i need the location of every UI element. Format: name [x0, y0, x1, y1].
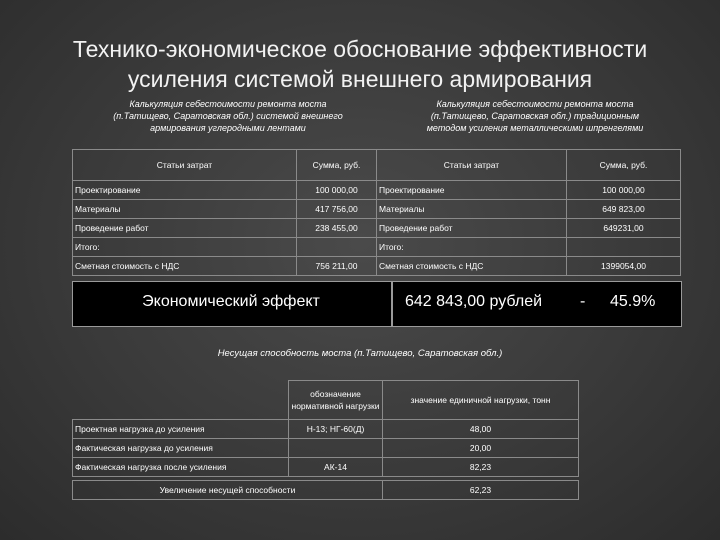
load-designation-cell [289, 439, 383, 458]
right-col-sum-header: Сумма, руб. [567, 150, 681, 181]
right-sum-cell: 100 000,00 [567, 181, 681, 200]
capacity-increase-table [72, 480, 579, 500]
right-caption-line-2: (п.Татищево, Саратовская обл.) традиционным [430, 111, 640, 121]
right-calculation-caption [385, 98, 685, 134]
economic-effect-percent: 45.9% [610, 293, 656, 310]
right-sum-cell: 649 823,00 [567, 200, 681, 219]
slide-title-line-1: Технико-экономическое обоснование эффективности [72, 36, 648, 62]
table-row [73, 200, 681, 219]
right-sum-cell: 1399054,00 [567, 257, 681, 276]
left-item-cell: Сметная стоимость с НДС [73, 257, 297, 276]
capacity-caption: Несущая способность моста (п.Татищево, Саратовская обл.) [217, 348, 503, 359]
load-table-header [73, 381, 579, 420]
load-header-empty [73, 381, 289, 420]
table-row [73, 238, 681, 257]
left-col-item-header: Статьи затрат [73, 150, 297, 181]
load-value-cell: 48,00 [383, 420, 579, 439]
capacity-increase-label: Увеличение несущей способности [73, 481, 383, 500]
left-sum-cell: 417 756,00 [297, 200, 377, 219]
right-sum-cell: 649231,00 [567, 219, 681, 238]
load-designation-cell: Н-13; НГ-60(Д) [289, 420, 383, 439]
unit-load-header: значение единичной нагрузки, тонн [383, 381, 579, 420]
right-caption-line-1: Калькуляция себестоимости ремонта моста [436, 99, 634, 109]
right-item-cell: Проектирование [377, 181, 567, 200]
right-item-cell: Материалы [377, 200, 567, 219]
left-item-cell: Проектирование [73, 181, 297, 200]
load-value-cell: 20,00 [383, 439, 579, 458]
load-label-cell: Фактическая нагрузка после усиления [73, 458, 289, 477]
left-sum-cell [297, 238, 377, 257]
right-item-cell: Проведение работ [377, 219, 567, 238]
load-label-cell: Проектная нагрузка до усиления [73, 420, 289, 439]
left-item-cell: Проведение работ [73, 219, 297, 238]
cost-comparison-table [72, 149, 681, 276]
load-capacity-table [72, 380, 579, 477]
load-designation-cell: АК-14 [289, 458, 383, 477]
load-label-cell: Фактическая нагрузка до усиления [73, 439, 289, 458]
right-col-item-header: Статьи затрат [377, 150, 567, 181]
left-sum-cell: 238 455,00 [297, 219, 377, 238]
table-row [73, 219, 681, 238]
left-caption-line-2: (п.Татищево, Саратовская обл.) системой внешнего [113, 111, 343, 121]
designation-header: обозначение нормативной нагрузки [289, 381, 383, 420]
table-row [73, 181, 681, 200]
slide-title-line-2: усиления системой внешнего армирования [127, 66, 593, 92]
table-row [73, 257, 681, 276]
left-item-cell: Итого: [73, 238, 297, 257]
table-row [73, 458, 579, 477]
left-calculation-caption [78, 98, 378, 134]
economic-effect-label: Экономический эффект [142, 293, 320, 310]
right-item-cell: Сметная стоимость с НДС [377, 257, 567, 276]
left-caption-line-1: Калькуляция себестоимости ремонта моста [129, 99, 327, 109]
table-row [73, 420, 579, 439]
capacity-increase-value: 62,23 [383, 481, 579, 500]
right-caption-line-3: методом усиления металлическими шпренгелями [426, 123, 644, 133]
right-item-cell: Итого: [377, 238, 567, 257]
economic-effect-value: 642 843,00 рублей [405, 293, 543, 310]
economic-effect-dash: - [580, 293, 586, 310]
left-caption-line-3: армирования углеродными лентами [150, 123, 306, 133]
slide-title [0, 34, 720, 94]
cost-table-header [73, 150, 681, 181]
table-row [73, 481, 579, 500]
left-item-cell: Материалы [73, 200, 297, 219]
left-col-sum-header: Сумма, руб. [297, 150, 377, 181]
left-sum-cell: 756 211,00 [297, 257, 377, 276]
left-sum-cell: 100 000,00 [297, 181, 377, 200]
load-value-cell: 82,23 [383, 458, 579, 477]
table-row [73, 439, 579, 458]
right-sum-cell [567, 238, 681, 257]
